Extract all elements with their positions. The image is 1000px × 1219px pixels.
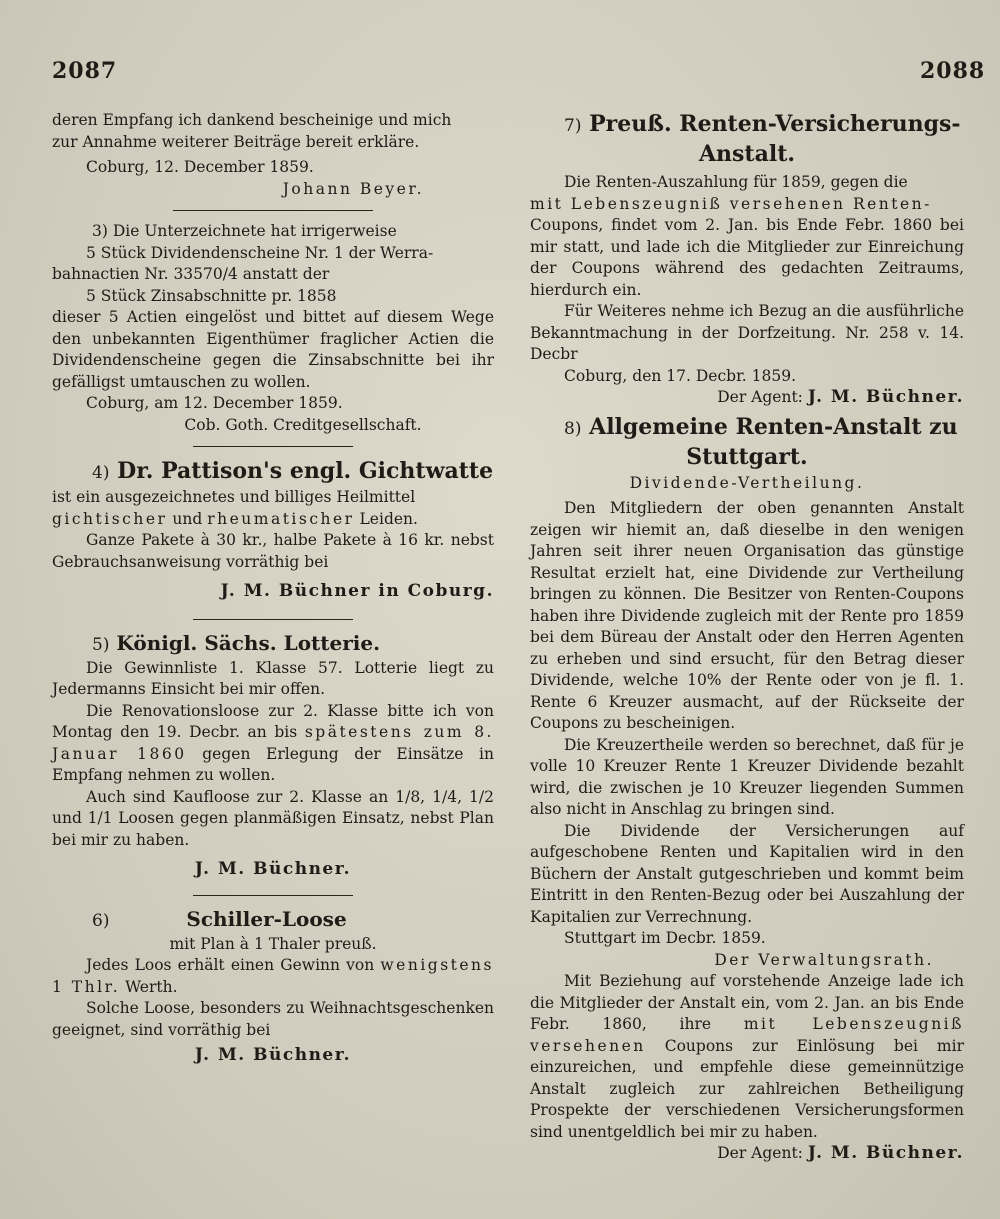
notice-6-p1: Jedes Loos erhält einen Gewinn von wenigstens 1 Thlr. Werth. <box>52 956 494 996</box>
notice-5 <box>52 630 494 881</box>
notice-8-agent-signature: Der Agent: J. M. Büchner. <box>717 1143 964 1163</box>
divider <box>193 619 353 620</box>
notice-4-title-row <box>52 457 494 487</box>
notice-7-p1-line-1: Die Renten-Auszahlung für 1859, gegen die <box>564 173 908 191</box>
notice-4-body: Ganze Pakete à 30 kr., halbe Pakete à 16 kr. nebst Gebrauchsanweisung vorräthig bei <box>52 531 494 571</box>
notice-8-signature: Der Verwaltungsrath. <box>714 950 934 969</box>
right-column <box>530 110 964 1165</box>
notice-3-body: dieser 5 Actien eingelöst und bittet auf diesem Wege den unbekannten Eigenthümer fraglicher Actien die Dividendenscheine gegen die Zinsabschnitte bei ihr gefälligst umtauschen zu wollen. <box>52 308 494 391</box>
notice-7-title-line-2: Anstalt. <box>698 141 796 167</box>
notice-8-p1: Den Mitgliedern der oben genannten Anstalt zeigen wir hiemit an, daß dieselbe in den wenigen Jahren seit ihrer neuen Organisation das günstige Resultat erzielt hat, eine Dividende zur Vertheilung bringen zu können. Die Besitzer von Renten-Coupons haben ihre Dividende zugleich mit der Rente pro 1859 bei dem Büreau der Anstalt oder den Herren Agenten zu erheben und sind ersucht, für den Betrag dieser Dividende, welche 10% der Rente oder von je fl. 1. Rente 6 Kreuzer ausmacht, auf der Rückseite der Coupons zu bescheinigen. <box>530 499 964 732</box>
notice-6-title: Schiller-Loose <box>186 906 347 931</box>
notice-8-place-date: Stuttgart im Decbr. 1859. <box>564 929 766 947</box>
notice-5-number: 5) <box>92 634 110 655</box>
intro-place-date: Coburg, 12. December 1859. <box>86 158 314 176</box>
notice-8-number: 8) <box>564 418 582 439</box>
notice-8 <box>530 413 964 1165</box>
divider <box>193 446 353 447</box>
notice-5-p2: Die Renovationsloose zur 2. Klasse bitte ich von Montag den 19. Decbr. an bis spätestens zum 8. Januar 1860 gegen Erlegung der Einsätze in Empfang nehmen zu wollen. <box>52 701 494 784</box>
notice-3-heading: 3) Die Unterzeichnete hat irrigerweise <box>92 222 397 240</box>
notice-5-title-row <box>52 630 494 658</box>
notice-6 <box>52 906 494 1067</box>
notice-3 <box>52 221 494 436</box>
notice-5-p3: Auch sind Kaufloose zur 2. Klasse an 1/8, 1/4, 1/2 und 1/1 Loosen gegen planmäßigen Einsatz, nebst Plan bei mir zu haben. <box>52 787 494 849</box>
notice-5-title: Königl. Sächs. Lotterie. <box>116 630 381 655</box>
intro-line-2: zur Annahme weiterer Beiträge bereit erkläre. <box>52 132 420 151</box>
page-number-right: 2088 <box>920 58 986 84</box>
notice-3-line-2: bahnactien Nr. 33570/4 anstatt der <box>52 265 330 283</box>
notice-6-subtitle: mit Plan à 1 Thaler preuß. <box>169 934 377 953</box>
notice-8-title-row <box>530 413 964 443</box>
notice-4-number: 4) <box>92 463 110 483</box>
notice-8-subtitle: Dividende-Vertheilung. <box>629 473 865 492</box>
left-column <box>52 110 494 1067</box>
notice-5-p1: Die Gewinnliste 1. Klasse 57. Lotterie liegt zu Jedermanns Einsicht bei mir offen. <box>52 658 494 698</box>
page-number-left: 2087 <box>52 58 118 84</box>
notice-3-line-3: 5 Stück Zinsabschnitte pr. 1858 <box>86 286 337 305</box>
notice-4 <box>52 457 494 603</box>
notice-4-line-1: ist ein ausgezeichnetes und billiges Heilmittel <box>52 488 416 506</box>
notice-8-title-line-1: Allgemeine Renten-Anstalt zu <box>589 413 958 440</box>
notice-4-signature: J. M. Büchner in Coburg. <box>220 581 494 601</box>
notice-7-title-row <box>530 110 964 140</box>
notice-3-place-date: Coburg, am 12. December 1859. <box>86 394 343 412</box>
notice-7 <box>530 110 964 409</box>
notice-4-title: Dr. Pattison's engl. Gichtwatte <box>117 458 494 484</box>
notice-6-number: 6) <box>92 910 110 931</box>
notice-7-signature: Der Agent: J. M. Büchner. <box>717 387 964 407</box>
notice-3-line-1: 5 Stück Dividendenscheine Nr. 1 der Werra- <box>86 243 434 262</box>
notice-3-signature: Cob. Goth. Creditgesellschaft. <box>184 415 422 434</box>
notice-7-title-line-1: Preuß. Renten-Versicherungs- <box>589 111 961 137</box>
notice-6-p2: Solche Loose, besonders zu Weihnachtsgeschenken geeignet, sind vorräthig bei <box>52 999 494 1039</box>
notice-7-p1-line-2: mit Lebenszeugniß versehenen Renten- <box>530 194 932 213</box>
intro-line-1: deren Empfang ich dankend bescheinige und mich <box>52 111 452 129</box>
intro-signature: Johann Beyer. <box>282 179 424 198</box>
divider <box>173 210 373 211</box>
notice-7-place-date: Coburg, den 17. Decbr. 1859. <box>564 366 797 385</box>
notice-8-p4: Mit Beziehung auf vorstehende Anzeige lade ich die Mitglieder der Anstalt ein, vom 2. Jan. an bis Ende Febr. 1860, ihre mit Lebenszeugniß versehenen Coupons zur Einlösung bei mir einzureichen, und empfehle diese gemeinnützige Anstalt zugleich zur zahlreichen Betheiligung Prospekte der verschiedenen Versicherungsformen sind unentgeldlich bei mir zu haben. <box>530 972 964 1141</box>
intro-notice <box>52 110 494 200</box>
notice-4-line-2: gichtischer und rheumatischer Leiden. <box>52 509 418 528</box>
notice-6-signature: J. M. Büchner. <box>194 1045 352 1065</box>
notice-5-signature: J. M. Büchner. <box>194 859 352 879</box>
notice-8-title-line-2: Stuttgart. <box>686 443 808 470</box>
notice-7-p2: Für Weiteres nehme ich Bezug an die ausführliche Bekanntmachung in der Dorfzeitung. Nr. 258 v. 14. Decbr <box>530 302 964 363</box>
notice-6-title-row <box>52 906 494 934</box>
notice-8-p2: Die Kreuzertheile werden so berechnet, daß für je volle 10 Kreuzer Rente 1 Kreuzer Dividende bezahlt wird, die zwischen je 10 Kreuzer liegenden Summen also nicht in Anschlag zu bringen sind. <box>530 735 964 818</box>
notice-7-p1-rest: Coupons, findet vom 2. Jan. bis Ende Febr. 1860 bei mir statt, und lade ich die Mitglieder zur Einreichung der Coupons während des gedachten Zeitraums, hierdurch ein. <box>530 216 964 299</box>
notice-7-number: 7) <box>564 116 582 136</box>
divider <box>193 895 353 896</box>
notice-8-p3: Die Dividende der Versicherungen auf aufgeschobene Renten und Kapitalien wird in den Büchern der Anstalt gutgeschrieben und kommt beim Eintritt in den Renten-Bezug oder bei Auszahlung der Kapitalien zur Verrechnung. <box>530 821 964 926</box>
